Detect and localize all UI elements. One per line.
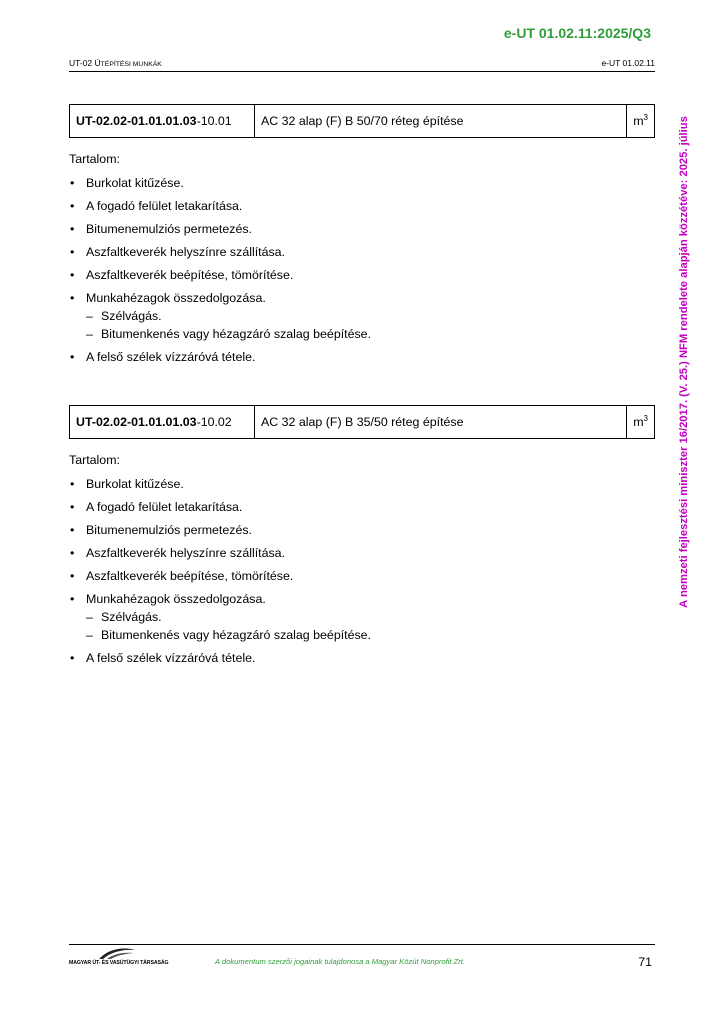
list-item — [69, 244, 655, 260]
item-header-table — [69, 104, 655, 138]
list-item — [69, 349, 655, 365]
list-item — [69, 650, 655, 666]
list-item-text: A fogadó felület letakarítása. — [86, 500, 243, 514]
list-item — [69, 545, 655, 561]
list-item — [69, 198, 655, 214]
item-code — [70, 406, 255, 439]
list-item — [69, 591, 655, 643]
list-item-text: Munkahézagok összedolgozása. — [86, 592, 266, 606]
list-item — [69, 476, 655, 492]
bullet-icon: • — [70, 477, 75, 491]
bullet-icon: • — [70, 199, 75, 213]
running-header-left — [69, 58, 162, 68]
list-item — [69, 175, 655, 191]
item-header-table — [69, 405, 655, 439]
list-item-text: Burkolat kitűzése. — [86, 477, 184, 491]
dash-icon: – — [86, 628, 93, 642]
list-item-text: Aszfaltkeverék helyszínre szállítása. — [86, 546, 286, 560]
bullet-icon: • — [70, 523, 75, 537]
bullet-icon: • — [70, 245, 75, 259]
list-item-text: Burkolat kitűzése. — [86, 176, 184, 190]
copyright-notice: A dokumentum szerzői jogainak tulajdonosa a Magyar Közút Nonprofit Zrt. — [215, 957, 466, 966]
item-unit — [627, 406, 655, 439]
bullet-icon: • — [70, 291, 75, 305]
list-item — [69, 568, 655, 584]
list-item — [69, 290, 655, 342]
sub-list-item-text: Bitumenkenés vagy hézagzáró szalag beépítése. — [101, 628, 372, 642]
list-item-text: A fogadó felület letakarítása. — [86, 199, 243, 213]
sub-list-item — [86, 609, 655, 625]
bullet-icon: • — [70, 569, 75, 583]
sub-list-item-text: Szélvágás. — [101, 610, 162, 624]
list-item-text: Aszfaltkeverék beépítése, tömörítése. — [86, 569, 294, 583]
item-code — [70, 105, 255, 138]
society-logo — [69, 946, 169, 970]
sub-list — [86, 308, 655, 342]
page-number: 71 — [638, 955, 652, 969]
bullet-icon: • — [70, 592, 75, 606]
item-unit — [627, 105, 655, 138]
running-header-right: e-UT 01.02.11 — [601, 58, 655, 68]
road-swoosh-icon — [97, 946, 137, 960]
list-item-text: Aszfaltkeverék beépítése, tömörítése. — [86, 268, 294, 282]
list-item — [69, 267, 655, 283]
bullet-icon: • — [70, 268, 75, 282]
item-title: AC 32 alap (F) B 35/50 réteg építése — [255, 406, 627, 439]
bullet-icon: • — [70, 500, 75, 514]
footer-rule — [69, 944, 655, 945]
work-item — [69, 405, 655, 666]
running-header-prefix: UT-02 — [69, 58, 95, 68]
unit-exponent: 3 — [643, 414, 648, 424]
unit-base: m — [633, 114, 644, 129]
list-item-text: Munkahézagok összedolgozása. — [86, 291, 266, 305]
content-list — [69, 476, 655, 666]
dash-icon: – — [86, 327, 93, 341]
bullet-icon: • — [70, 350, 75, 364]
bullet-icon: • — [70, 651, 75, 665]
unit-base: m — [633, 415, 644, 430]
list-item-text: A felső szélek vízzáróvá tétele. — [86, 350, 256, 364]
item-title: AC 32 alap (F) B 50/70 réteg építése — [255, 105, 627, 138]
sub-list-item-text: Szélvágás. — [101, 309, 162, 323]
list-item — [69, 221, 655, 237]
running-header-initial: Ú — [94, 58, 101, 68]
content-label: Tartalom: — [69, 453, 120, 467]
list-item-text: Bitumenemulziós permetezés. — [86, 222, 252, 236]
bullet-icon: • — [70, 546, 75, 560]
item-code-suffix: -10.02 — [196, 415, 232, 429]
list-item-text: Bitumenemulziós permetezés. — [86, 523, 252, 537]
running-header-smallcaps: TÉPÍTÉSI MUNKÁK — [100, 61, 162, 68]
list-item-text: Aszfaltkeverék helyszínre szállítása. — [86, 245, 286, 259]
sub-list-item — [86, 627, 655, 643]
dash-icon: – — [86, 610, 93, 624]
item-code-bold: UT-02.02-01.01.01.03 — [76, 114, 197, 128]
sub-list-item-text: Bitumenkenés vagy hézagzáró szalag beépítése. — [101, 327, 372, 341]
running-header — [69, 58, 655, 72]
bullet-icon: • — [70, 222, 75, 236]
list-item — [69, 522, 655, 538]
bullet-icon: • — [70, 176, 75, 190]
sub-list-item — [86, 308, 655, 324]
item-code-suffix: -10.01 — [196, 114, 232, 128]
sub-list-item — [86, 326, 655, 342]
dash-icon: – — [86, 309, 93, 323]
work-item — [69, 104, 655, 365]
document-code: e-UT 01.02.11:2025/Q3 — [503, 25, 651, 41]
logo-text: MAGYAR ÚT- ÉS VASÚTÜGYI TÁRSASÁG — [69, 960, 169, 966]
item-code-bold: UT-02.02-01.01.01.03 — [76, 415, 197, 429]
unit-exponent: 3 — [643, 113, 648, 123]
publication-side-note: A nemzeti fejlesztési miniszter 16/2017. (V. 25.) NFM rendelete alapján közzétéve: 2025. július — [678, 116, 690, 608]
list-item-text: A felső szélek vízzáróvá tétele. — [86, 651, 256, 665]
content-list — [69, 175, 655, 365]
list-item — [69, 499, 655, 515]
sub-list — [86, 609, 655, 643]
content-label: Tartalom: — [69, 152, 120, 166]
